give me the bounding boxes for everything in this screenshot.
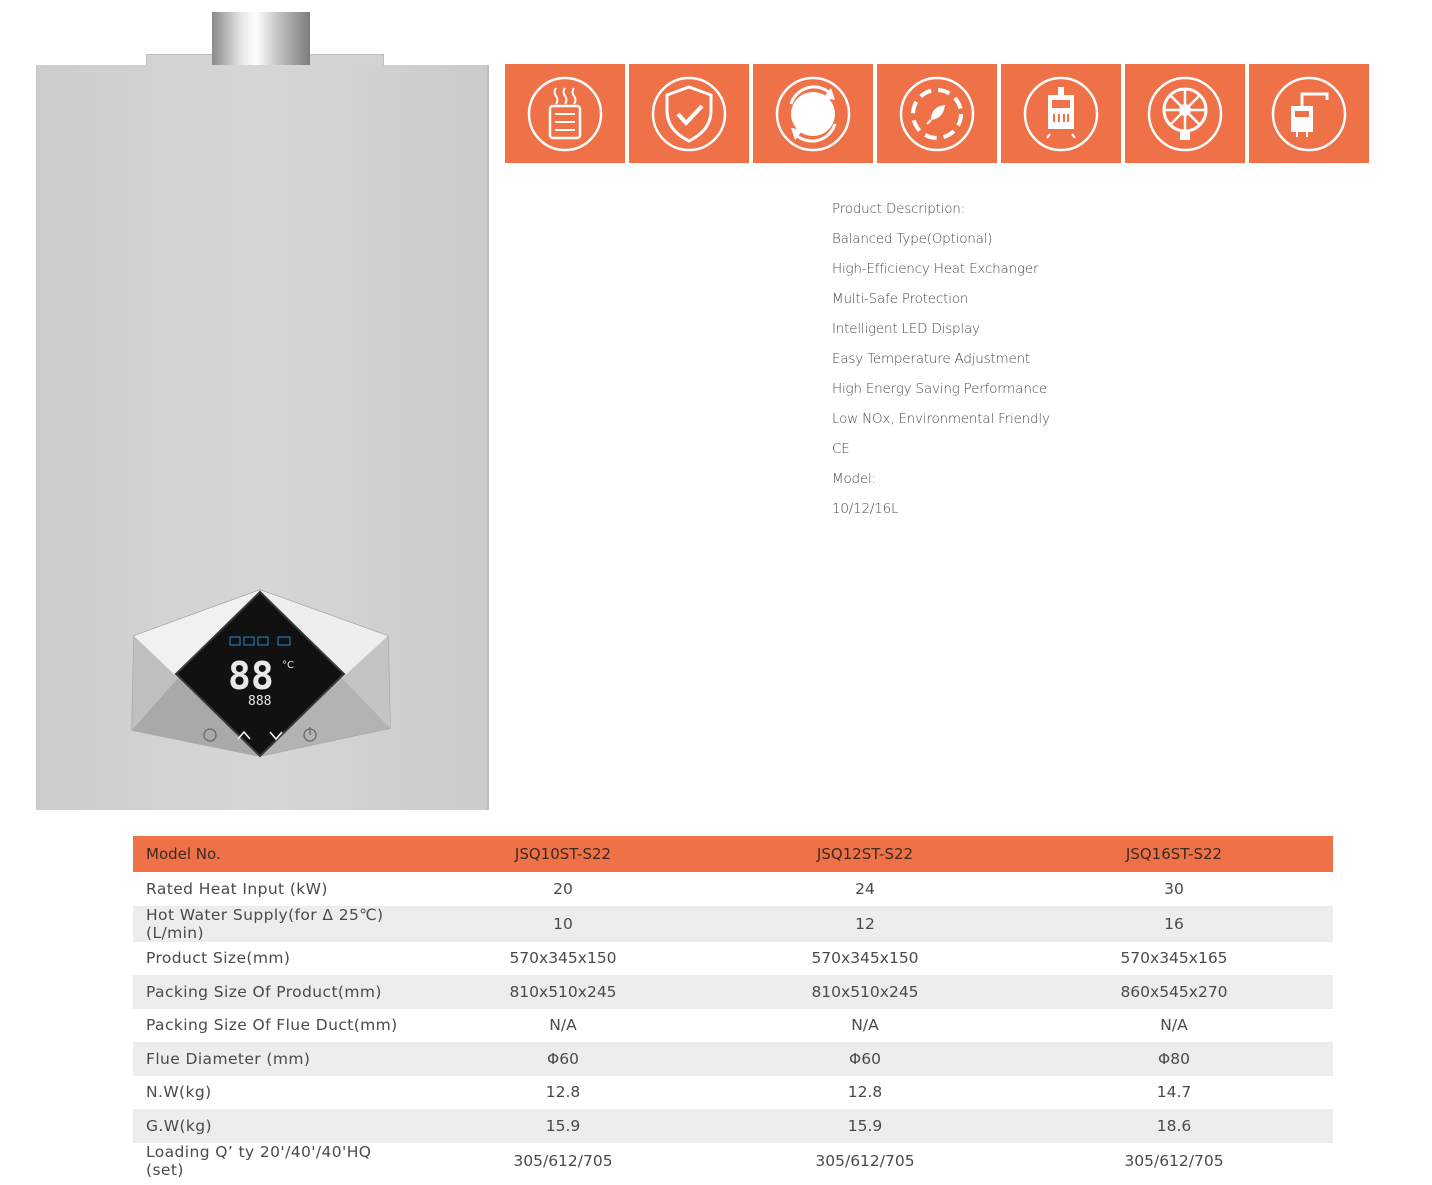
table-cell: 14.7 (1156, 1083, 1192, 1102)
display-temp: 88 (228, 654, 274, 698)
specification-table (133, 836, 1333, 1179)
flue-pipe (212, 12, 310, 70)
table-header-row (133, 836, 1333, 872)
table-cell: 12.8 (545, 1083, 581, 1102)
table-cell: Φ80 (1015, 1042, 1333, 1076)
row-label: Loading Q’ ty 20'/40'/40'HQ (set) (146, 1142, 372, 1179)
display-unit: °C (282, 660, 294, 671)
table-row (133, 1076, 1333, 1110)
table-row (133, 942, 1333, 976)
feature-tile (1125, 64, 1245, 163)
header-model-16: JSQ16ST-S22 (1015, 836, 1333, 872)
fan-wheel-icon (1145, 74, 1225, 154)
row-label: Rated Heat Input (kW) (146, 879, 328, 898)
row-label: Product Size(mm) (146, 949, 291, 968)
feature-tile (629, 64, 749, 163)
feature-icon-strip (505, 64, 1369, 163)
table-cell: 16 (1015, 906, 1333, 942)
product-description (832, 197, 1050, 527)
table-cell: 30 (1164, 879, 1184, 898)
table-cell: 860x545x270 (1015, 975, 1333, 1009)
table-row (133, 1143, 1333, 1179)
eco-cycle-icon (897, 74, 977, 154)
heat-exchanger-icon (525, 74, 605, 154)
description-line: High-Efficiency Heat Exchanger (832, 261, 1039, 277)
header-model-12: JSQ12ST-S22 (715, 836, 1015, 872)
model-capacity: 10/12/16L (832, 501, 899, 517)
model-heading: Model: (832, 471, 876, 487)
circular-flow-icon (773, 74, 853, 154)
table-cell: 15.9 (715, 1109, 1015, 1143)
table-cell: 810x510x245 (411, 975, 715, 1009)
table-cell: 305/612/705 (815, 1151, 915, 1170)
table-cell: 12.8 (847, 1083, 883, 1102)
table-cell: 20 (553, 879, 573, 898)
description-line: Intelligent LED Display (832, 321, 980, 337)
row-label: G.W(kg) (133, 1109, 411, 1143)
header-model-no: Model No. (133, 836, 411, 872)
table-row (133, 906, 1333, 942)
table-row (133, 975, 1333, 1009)
table-cell: 810x510x245 (715, 975, 1015, 1009)
control-panel (128, 588, 394, 758)
feature-tile (1249, 64, 1369, 163)
row-label: Hot Water Supply(for Δ 25℃)(L/min) (133, 906, 411, 942)
row-label: N.W(kg) (146, 1083, 212, 1102)
installation-icon (1269, 74, 1349, 154)
feature-tile (753, 64, 873, 163)
table-cell: 570x345x165 (1120, 949, 1228, 968)
header-model-10: JSQ10ST-S22 (411, 836, 715, 872)
description-line: High Energy Saving Performance (832, 381, 1048, 397)
description-line: CE (832, 441, 850, 457)
table-row (133, 872, 1333, 906)
shield-check-icon (649, 74, 729, 154)
description-line: Easy Temperature Adjustment (832, 351, 1031, 367)
heater-unit-icon (1021, 74, 1101, 154)
table-cell: 18.6 (1015, 1109, 1333, 1143)
feature-tile (1001, 64, 1121, 163)
description-line: Balanced Type(Optional) (832, 231, 993, 247)
table-cell: 305/612/705 (1124, 1151, 1224, 1170)
description-heading: Product Description: (832, 201, 965, 217)
table-row (133, 1109, 1333, 1143)
row-label: Packing Size Of Flue Duct(mm) (146, 1016, 398, 1035)
description-line: Low NOx, Environmental Friendly (832, 411, 1050, 427)
table-cell: 15.9 (411, 1109, 715, 1143)
table-cell: 570x345x150 (509, 949, 617, 968)
feature-tile (877, 64, 997, 163)
row-label: Flue Diameter (mm) (133, 1042, 411, 1076)
table-cell: 305/612/705 (513, 1151, 613, 1170)
table-cell: 12 (715, 906, 1015, 942)
table-cell: 10 (411, 906, 715, 942)
table-cell: 570x345x150 (811, 949, 919, 968)
display-small-digits: 888 (248, 694, 272, 709)
description-line: Multi-Safe Protection (832, 291, 969, 307)
table-cell: Φ60 (715, 1042, 1015, 1076)
product-image (36, 12, 488, 812)
table-row (133, 1009, 1333, 1043)
feature-tile (505, 64, 625, 163)
table-cell: N/A (851, 1016, 879, 1035)
table-cell: 24 (855, 879, 875, 898)
table-cell: N/A (549, 1016, 577, 1035)
table-cell: Φ60 (411, 1042, 715, 1076)
table-row (133, 1042, 1333, 1076)
table-cell: N/A (1160, 1016, 1188, 1035)
row-label: Packing Size Of Product(mm) (133, 975, 411, 1009)
